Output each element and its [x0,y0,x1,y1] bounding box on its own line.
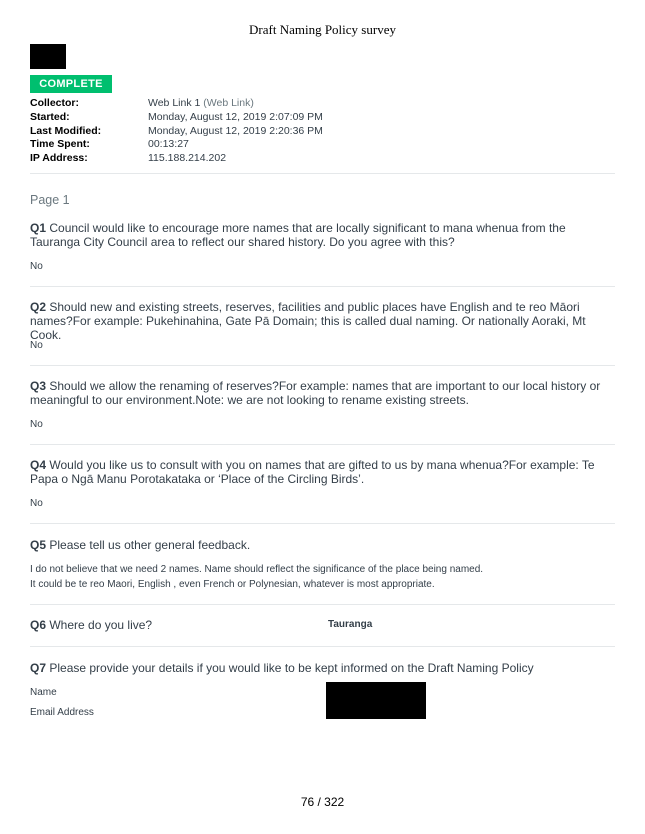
question-number: Q1 [30,221,47,235]
meta-value: 115.188.214.202 [148,152,227,165]
meta-label: Last Modified: [30,124,102,137]
divider [30,173,615,174]
divider [30,365,615,366]
meta-label: Collector: [30,97,80,109]
answer-4: No [30,498,43,509]
meta-label: Time Spent: [30,138,90,151]
question-text: Should we allow the renaming of reserves?For example: names that are important to our local history or meaningful to our environment.Note: we are not looking to rename existing streets. [30,379,601,407]
page-number: 76 / 322 [300,795,345,809]
answer-5-line-1: I do not believe that we need 2 names. Name should reflect the significance of the place being named. [30,564,484,575]
meta-value: Web Link 1 [148,97,201,109]
answer-3: No [30,419,43,430]
response-metadata [30,97,323,166]
meta-time-spent-row [30,138,323,152]
question-7 [30,661,615,675]
meta-ip-row [30,152,323,166]
question-3 [30,379,615,407]
page-label: Page 1 [30,193,70,207]
question-6 [30,618,320,632]
divider [30,646,615,647]
meta-value: 00:13:27 [148,138,189,151]
meta-started-row [30,111,323,125]
question-number: Q7 [30,661,47,675]
question-text: Would you like us to consult with you on names that are gifted to us by mana whenua?For example: Te Papa o Ngā Manu Porotakataka or ‘Place of the Circling Birds’. [30,458,595,486]
question-number: Q3 [30,379,47,393]
meta-sub-value: (Web Link) [203,97,254,109]
question-number: Q5 [30,538,47,552]
meta-label: IP Address: [30,152,88,165]
meta-value: Monday, August 12, 2019 2:20:36 PM [148,124,323,137]
divider [30,523,615,524]
divider [30,604,615,605]
meta-label: Started: [30,110,70,123]
question-text: Where do you live? [49,618,153,632]
question-5 [30,538,615,552]
field-label-email: Email Address [30,707,94,718]
divider [30,286,615,287]
question-4 [30,458,615,486]
field-label-name: Name [30,687,57,698]
survey-logo-redacted [30,44,66,69]
question-number: Q6 [30,618,47,632]
meta-collector-row [30,97,323,111]
answer-6: Tauranga [328,619,373,630]
question-text: Please tell us other general feedback. [49,538,251,552]
meta-modified-row [30,125,323,139]
divider [30,444,615,445]
question-text: Should new and existing streets, reserves, facilities and public places have English and te reo Māori names?For example: Pukehinahina, Gate Pā Domain; this is called dual naming. Or nationally Aoraki, Mt Cook. [30,300,586,342]
answer-1: No [30,261,43,272]
question-1 [30,221,615,249]
question-text: Council would like to encourage more names that are locally significant to mana whenua from the Tauranga City Council area to reflect our shared history. Do you agree with this? [30,221,566,249]
question-number: Q2 [30,300,47,314]
question-2 [30,300,615,342]
answer-5-line-2: It could be te reo Maori, English , even French or Polynesian, whatever is most appropriate. [30,579,435,590]
document-title: Draft Naming Policy survey [249,22,396,37]
meta-value: Monday, August 12, 2019 2:07:09 PM [148,110,323,123]
question-text: Please provide your details if you would like to be kept informed on the Draft Naming Policy [49,661,534,675]
redacted-contact-details [326,682,426,719]
answer-2: No [30,340,43,351]
question-number: Q4 [30,458,47,472]
status-badge: COMPLETE [30,75,112,93]
